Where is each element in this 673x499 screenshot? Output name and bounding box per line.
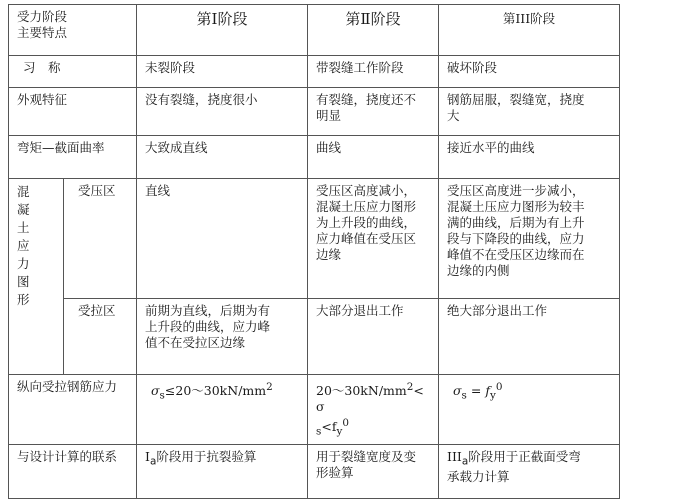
- name-row: [9, 56, 620, 88]
- moment-curvature-stage1: 大致成直线: [137, 136, 308, 179]
- concrete-stress-group-label: [9, 179, 64, 375]
- sigma-symbol: σ: [453, 383, 462, 399]
- compression-stage3-line: 受压区高度进一步减小，: [447, 183, 585, 198]
- yield-subscript: y: [489, 389, 496, 402]
- design-stage2-line2: 形验算: [316, 464, 354, 480]
- design-stage3: [439, 444, 620, 498]
- name-stage2: 带裂缝工作阶段: [308, 56, 439, 88]
- yield-strength-symbol: f: [485, 383, 490, 399]
- equals-sign: =: [466, 383, 486, 399]
- group-char: 应: [17, 238, 30, 253]
- compression-stage3-line: 满的曲线，后期为有上升: [447, 215, 585, 230]
- group-char: 土: [17, 220, 30, 235]
- stage2-stress-range: 20～30kN/mm: [316, 383, 407, 399]
- tension-stage1-line: 前期为直线，后期为有: [145, 303, 271, 318]
- name-stage1: 未裂阶段: [137, 56, 308, 88]
- compression-stage3-line: 边缘的内侧: [447, 263, 510, 278]
- steel-stress-row: [9, 375, 620, 445]
- corner-label-line1: 受力阶段: [17, 9, 68, 24]
- group-char: 力: [17, 256, 30, 271]
- compression-stage2-line: 受压区高度减小，: [316, 183, 417, 198]
- appearance-row: [9, 88, 620, 136]
- compression-stage3-line: 段与下降段的曲线，应力: [447, 231, 585, 246]
- compression-stage2: [308, 179, 439, 299]
- tension-row: [9, 299, 620, 375]
- tension-stage1-line: 值不在受拉区边缘: [145, 335, 246, 350]
- group-char: 形: [17, 292, 30, 307]
- yield-subscript: y: [336, 425, 343, 438]
- compression-stage3-line: 混凝土压应力图形为较丰: [447, 199, 585, 214]
- steel-stress-stage2: [308, 375, 439, 445]
- steel-stress-label: 纵向受拉钢筋应力: [9, 375, 137, 445]
- sigma-subscript: s: [461, 389, 467, 402]
- steel-stress-stage2-line1: [316, 379, 430, 415]
- tension-label: 受拉区: [64, 299, 137, 375]
- stage2-lower-bound: < σ: [316, 383, 424, 415]
- steel-stress-stage1: [137, 375, 308, 445]
- group-char: 混: [17, 184, 30, 199]
- tension-stage2: 大部分退出工作: [308, 299, 439, 375]
- appearance-stage2-line1: 有裂缝，挠度还不: [316, 92, 417, 107]
- stage2-header: 第Ⅱ阶段: [308, 5, 439, 56]
- yield-superscript: 0: [342, 417, 349, 430]
- moment-curvature-row: [9, 136, 620, 179]
- unit-exponent: 2: [266, 381, 273, 393]
- steel-stress-stage2-line2: [316, 415, 430, 440]
- appearance-label: 外观特征: [9, 88, 137, 136]
- compression-stage3: [439, 179, 620, 299]
- name-stage3: 破坏阶段: [439, 56, 620, 88]
- compression-stage2-line: 应力峰值在受压区: [316, 231, 417, 246]
- sigma-subscript: s: [316, 425, 322, 438]
- moment-curvature-stage3: 接近水平的曲线: [439, 136, 620, 179]
- design-stage2: [308, 444, 439, 498]
- appearance-stage3: [439, 88, 620, 136]
- compression-stage2-line: 混凝土压应力图形: [316, 199, 417, 214]
- stage3-roman: III: [447, 448, 462, 464]
- stage1-roman: I: [145, 448, 150, 464]
- tension-stage1: [137, 299, 308, 375]
- appearance-stage1: 没有裂缝，挠度很小: [137, 88, 308, 136]
- header-row: [9, 5, 620, 56]
- stage-comparison-table: [8, 4, 620, 499]
- design-stage2-line1: 用于裂缝宽度及变: [316, 448, 417, 464]
- compression-stage2-line: 为上升段的曲线，: [316, 215, 417, 230]
- compression-stage1: 直线: [137, 179, 308, 299]
- stage3-subscript: a: [461, 455, 469, 468]
- moment-curvature-label: 弯矩—截面曲率: [9, 136, 137, 179]
- group-char: 凝: [17, 202, 30, 217]
- compression-label: 受压区: [64, 179, 137, 299]
- design-stage3-text: 阶段用于正截面受弯: [468, 448, 581, 464]
- name-label: 习 称: [9, 56, 137, 88]
- stage3-header: 第III阶段: [439, 5, 620, 56]
- design-stage3-line1: [447, 449, 611, 470]
- compression-stage2-line: 边缘: [316, 247, 342, 262]
- corner-label-line2: 主要特点: [17, 25, 68, 40]
- sigma-subscript: s: [159, 389, 165, 402]
- appearance-stage2-line2: 明显: [316, 108, 342, 123]
- appearance-stage2: [308, 88, 439, 136]
- stage1-header: 第Ⅰ阶段: [137, 5, 308, 56]
- yield-superscript: 0: [495, 381, 503, 393]
- steel-stress-stage3: [439, 375, 620, 445]
- compression-row: [9, 179, 620, 299]
- tension-stage1-line: 上升段的曲线，应力峰: [145, 319, 271, 334]
- tension-stage3: 绝大部分退出工作: [439, 299, 620, 375]
- design-row: [9, 444, 620, 498]
- appearance-stage3-line2: 大: [447, 108, 460, 123]
- moment-curvature-stage2: 曲线: [308, 136, 439, 179]
- sigma-symbol: σ: [151, 383, 160, 399]
- unit-exponent: 2: [406, 381, 414, 393]
- compression-stage3-line: 峰值不在受压区边缘而在: [447, 247, 585, 262]
- appearance-stage3-line1: 钢筋屈服，裂缝宽，挠度: [447, 92, 585, 107]
- design-stage3-line2: 承载力计算: [447, 469, 510, 485]
- design-stage1-text: 阶段用于抗裂验算: [156, 448, 257, 464]
- stage2-upper-bound: <f: [321, 419, 337, 435]
- stage1-subscript: a: [149, 455, 157, 468]
- group-char: 图: [17, 274, 30, 289]
- corner-header-cell: [9, 5, 137, 56]
- stage1-stress-range: ≤20～30kN/mm: [164, 383, 267, 399]
- design-stage1: [137, 444, 308, 498]
- design-label: 与设计计算的联系: [9, 444, 137, 498]
